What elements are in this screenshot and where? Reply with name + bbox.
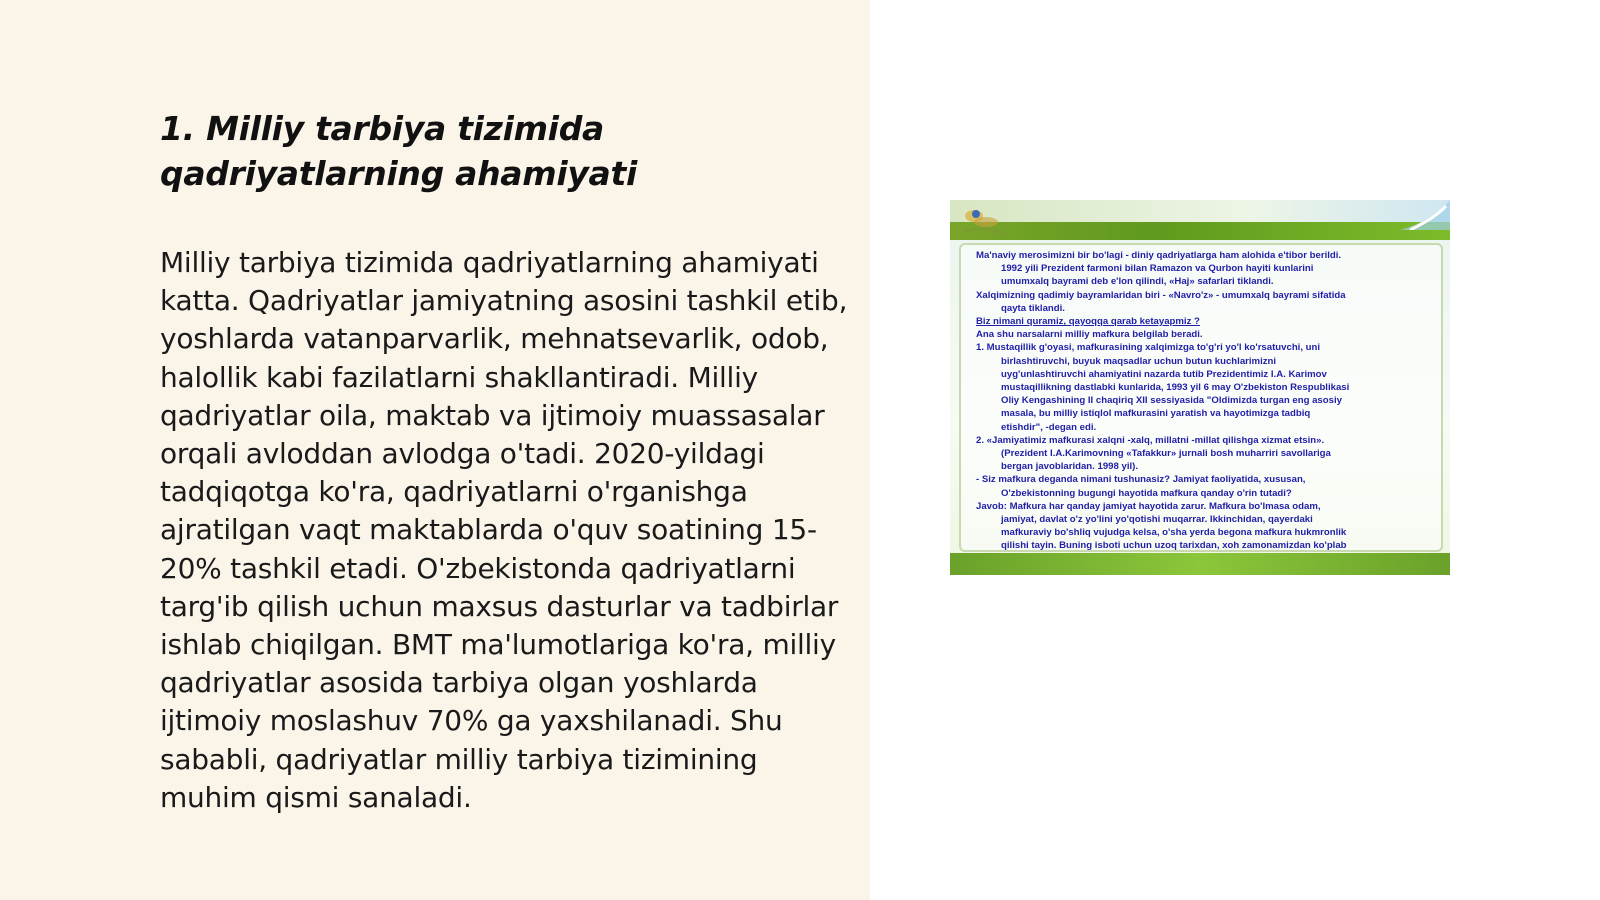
thumbnail-line: uyg'unlashtiruvchi ahamiyatini nazarda tutib Prezidentimiz I.A. Karimov bbox=[1001, 368, 1327, 380]
thumbnail-line: umumxalq bayrami deb e'lon qilindi, «Haj» safarlari tiklandi. bbox=[1001, 276, 1274, 288]
slide-title-line-1: 1. Milliy tarbiya tizimida bbox=[160, 109, 604, 148]
slide-thumbnail-image bbox=[950, 200, 1450, 575]
thumbnail-line: qayta tiklandi. bbox=[1001, 302, 1065, 314]
thumbnail-line: Ana shu narsalarni milliy mafkura belgilab beradi. bbox=[976, 329, 1203, 341]
thumbnail-line: masala, bu milliy istiqlol mafkurasini yaratish va hayotimizga tadbiq bbox=[1001, 408, 1311, 420]
thumbnail-footer-bar bbox=[950, 553, 1450, 575]
thumbnail-line: birlashtiruvchi, buyuk maqsadlar uchun butun kuchlarimizni bbox=[1001, 355, 1277, 367]
thumbnail-line: O'zbekistonning bugungi hayotida mafkura qanday o'rin tutadi? bbox=[1001, 487, 1292, 499]
flower-decoration-icon bbox=[956, 202, 1016, 240]
thumbnail-line: mustaqillikning dastlabki kunlarida, 1993 yil 6 may O'zbekiston Respublikasi bbox=[1001, 382, 1350, 394]
thumbnail-line: Biz nimani quramiz, qayoqqa qarab ketayapmiz ? bbox=[976, 316, 1200, 328]
slide-title bbox=[160, 106, 800, 196]
thumbnail-line: jamiyat, davlat o'z yo'lini yo'qotishi muqarrar. Ikkinchidan, qayerdaki bbox=[1001, 514, 1313, 526]
slide-title-line-2: qadriyatlarning ahamiyati bbox=[160, 154, 638, 193]
thumbnail-line: 1992 yili Prezident farmoni bilan Ramazon va Qurbon hayiti kunlarini bbox=[1001, 263, 1314, 275]
thumbnail-line: bergan javoblaridan. 1998 yil). bbox=[1001, 461, 1139, 473]
thumbnail-line: 1. Mustaqillik g'oyasi, mafkurasining xalqimizga to'g'ri yo'l ko'rsatuvchi, uni bbox=[976, 342, 1321, 354]
thumbnail-text-block bbox=[976, 249, 1416, 566]
thumbnail-line: - Siz mafkura deganda nimani tushunasiz? Jamiyat faoliyatida, xususan, bbox=[976, 474, 1306, 486]
thumbnail-line: Ma'naviy merosimizni bir bo'lagi - diniy qadriyatlarga ham alohida e'tibor berildi. bbox=[976, 250, 1342, 261]
thumbnail-line: Xalqimizning qadimiy bayramlaridan biri - «Navro'z» - umumxalq bayrami sifatida bbox=[976, 289, 1346, 301]
thumbnail-line: etishdir", -degan edi. bbox=[1001, 421, 1097, 433]
thumbnail-line: Javob: Mafkura har qanday jamiyat hayotida zarur. Mafkura bo'lmasa odam, bbox=[976, 500, 1321, 512]
thumbnail-line: mafkuraviy bo'shliq vujudga kelsa, o'sha yerda begona mafkura hukmronlik bbox=[1001, 527, 1347, 539]
corner-swoosh-icon bbox=[1390, 200, 1450, 230]
thumbnail-line: qilishi tayin. Buning isboti uchun uzoq tarixdan, xoh zamonamizdan ko'plab bbox=[1001, 540, 1347, 552]
slide-body-text: Milliy tarbiya tizimida qadriyatlarning ahamiyati katta. Qadriyatlar jamiyatning asosini tashkil etib, yoshlarda vatanparvarlik, mehnatsevarlik, odob, halollik kabi fazilatlarni shakllantiradi. Milliy qadriyatlar oila, maktab va ijtimoiy muassasalar orqali avloddan avlodga o'tadi. 2020-yildagi tadqiqotga ko'ra, qadriyatlarni o'rganishga ajratilgan vaqt maktablarda o'quv soatining 15-20% tashkil etadi. O'zbekistonda qadriyatlarni targ'ib qilish uchun maxsus dasturlar va tadbirlar ishlab chiqilgan. BMT ma'lumotlariga ko'ra, milliy qadriyatlar asosida tarbiya olgan yoshlarda ijtimoiy moslashuv 70% ga yaxshilanadi. Shu sababli, qadriyatlar milliy tarbiya tizimining muhim qismi sanaladi. bbox=[160, 246, 848, 814]
thumbnail-line: Oliy Kengashining II chaqiriq XII sessiyasida "Oldimizda turgan eng asosiy bbox=[1001, 395, 1342, 407]
thumbnail-green-bar bbox=[950, 222, 1450, 240]
thumbnail-header-band bbox=[950, 200, 1450, 222]
thumbnail-line: 2. «Jamiyatimiz mafkurasi xalqni -xalq, millatni -millat qilishga xizmat etsin». bbox=[976, 434, 1325, 446]
thumbnail-line: (Prezident I.A.Karimovning «Tafakkur» jurnali bosh muharriri savollariga bbox=[1001, 448, 1331, 460]
